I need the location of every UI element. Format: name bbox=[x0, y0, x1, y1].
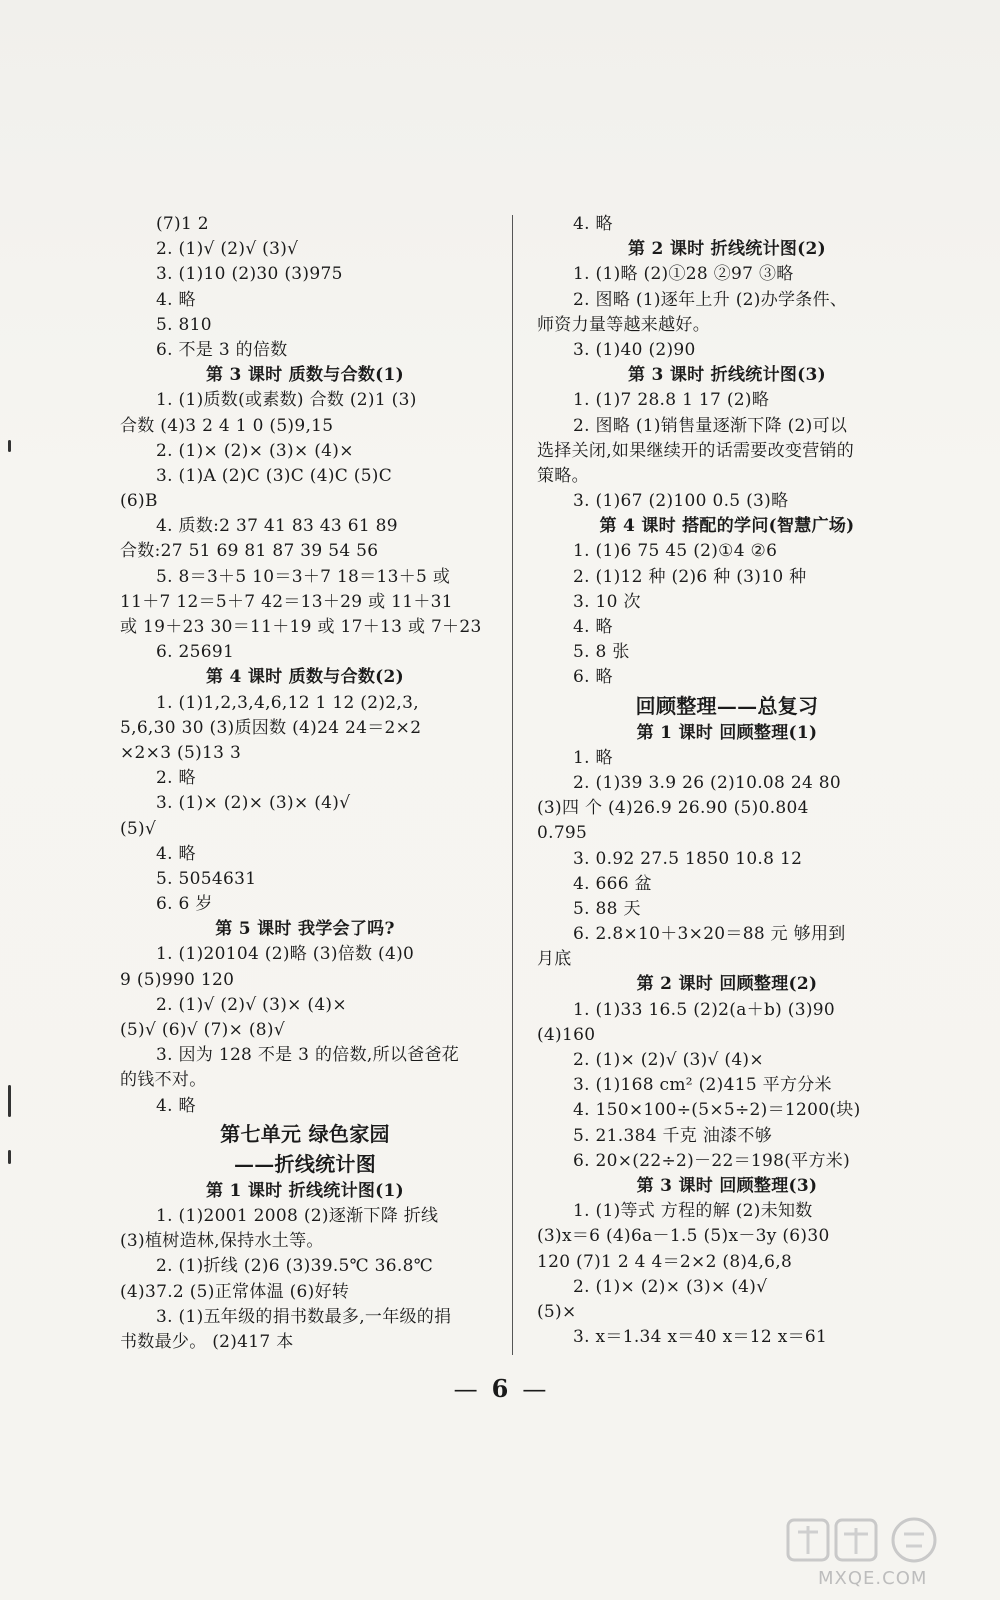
answer-line: 4. 666 盆 bbox=[573, 873, 652, 894]
answer-line: 3. (1)A (2)C (3)C (4)C (5)C bbox=[156, 465, 393, 486]
answer-line: (5)√ (6)√ (7)× (8)√ bbox=[120, 1020, 285, 1040]
answer-line: 6. 2.8×10＋3×20＝88 元 够用到 bbox=[573, 924, 846, 945]
answer-line: 5. 21.384 千克 油漆不够 bbox=[573, 1125, 773, 1146]
answer-line: 6. 20×(22÷2)－22＝198(平方米) bbox=[573, 1150, 850, 1171]
answer-line: 1. (1)2001 2008 (2)逐渐下降 折线 bbox=[156, 1205, 439, 1226]
answer-line: 3. (1)67 (2)100 0.5 (3)略 bbox=[573, 491, 789, 512]
answer-line: 6. 略 bbox=[573, 667, 613, 688]
section-heading: 第 3 课时 回顾整理(3) bbox=[636, 1175, 818, 1196]
answer-line: 1. (1)等式 方程的解 (2)未知数 bbox=[573, 1201, 813, 1222]
answer-line: 2. 略 bbox=[156, 768, 196, 789]
answer-line: (3)四 个 (4)26.9 26.90 (5)0.804 bbox=[537, 798, 809, 819]
section-heading: ——折线统计图 bbox=[233, 1151, 377, 1176]
answer-line: 0.795 bbox=[537, 823, 588, 844]
answer-line: 2. (1)折线 (2)6 (3)39.5℃ 36.8℃ bbox=[156, 1256, 434, 1277]
answer-line: (7)1 2 bbox=[156, 214, 209, 234]
page-number: — 6 — bbox=[453, 1374, 547, 1403]
answer-line: 2. 图略 (1)销售量逐渐下降 (2)可以 bbox=[573, 415, 848, 436]
answer-line: (5)× bbox=[537, 1301, 577, 1322]
answer-line: 2. (1)× (2)× (3)× (4)√ bbox=[573, 1276, 768, 1297]
answer-line: 1. (1)33 16.5 (2)2(a＋b) (3)90 bbox=[573, 999, 835, 1020]
answer-line: 合数 (4)3 2 4 1 0 (5)9,15 bbox=[120, 415, 334, 436]
answer-line: 月底 bbox=[537, 949, 572, 970]
section-heading: 第 5 课时 我学会了吗? bbox=[215, 919, 395, 940]
answer-line: 策略。 bbox=[537, 465, 589, 486]
answer-line: 或 19＋23 30＝11＋19 或 17＋13 或 7＋23 bbox=[120, 617, 482, 637]
answer-line: 120 (7)1 2 4 4＝2×2 (8)4,6,8 bbox=[537, 1251, 793, 1272]
answer-line: (3)x＝6 (4)6a－1.5 (5)x－3y (6)30 bbox=[537, 1226, 830, 1247]
answer-line: 4. 略 bbox=[156, 843, 196, 864]
section-heading: 第 3 课时 质数与合数(1) bbox=[206, 365, 404, 386]
answer-line: 4. 略 bbox=[573, 617, 613, 637]
answer-line: (4)37.2 (5)正常体温 (6)好转 bbox=[120, 1281, 350, 1302]
answer-line: 1. (1)7 28.8 1 17 (2)略 bbox=[573, 390, 770, 411]
answer-line: (5)√ bbox=[120, 818, 157, 839]
answer-line: 2. (1)√ (2)√ (3)√ bbox=[156, 239, 299, 260]
right-column bbox=[537, 212, 917, 1350]
answer-line: 2. (1)12 种 (2)6 种 (3)10 种 bbox=[573, 566, 807, 587]
answer-line: 4. 150×100÷(5×5÷2)＝1200(块) bbox=[573, 1100, 861, 1121]
section-heading: 第 1 课时 回顾整理(1) bbox=[636, 722, 818, 743]
answer-line: 1. (1)略 (2)①28 ②97 ③略 bbox=[573, 264, 794, 285]
answer-line: 3. (1)10 (2)30 (3)975 bbox=[156, 264, 343, 285]
answer-line: 4. 略 bbox=[156, 1095, 196, 1116]
answer-line: 2. (1)× (2)√ (3)√ (4)× bbox=[573, 1050, 764, 1070]
answer-line: 5. 8 张 bbox=[573, 642, 630, 663]
answer-line: 3. x＝1.34 x＝40 x＝12 x＝61 bbox=[573, 1327, 828, 1348]
answer-line: (6)B bbox=[120, 491, 158, 512]
answer-line: 的钱不对。 bbox=[120, 1070, 207, 1091]
answer-line: (4)160 bbox=[537, 1024, 596, 1045]
left-column bbox=[120, 212, 490, 1355]
answer-line: 6. 6 岁 bbox=[156, 894, 213, 915]
answer-line: 3. (1)168 cm² (2)415 平方分米 bbox=[573, 1075, 832, 1096]
answer-line: 6. 不是 3 的倍数 bbox=[156, 339, 288, 360]
answer-line: 9 (5)990 120 bbox=[120, 969, 235, 990]
answer-line: 5,6,30 30 (3)质因数 (4)24 24＝2×2 bbox=[120, 717, 422, 738]
scan-edge-mark bbox=[8, 440, 11, 452]
scan-edge-mark bbox=[8, 1150, 11, 1164]
answer-line: 5. 88 天 bbox=[573, 898, 641, 919]
answer-line: 3. 0.92 27.5 1850 10.8 12 bbox=[573, 848, 803, 869]
section-heading: 第七单元 绿色家园 bbox=[220, 1121, 390, 1146]
answer-line: 4. 略 bbox=[156, 289, 196, 310]
answer-line: 2. (1)× (2)× (3)× (4)× bbox=[156, 440, 354, 461]
answer-line: 选择关闭,如果继续开的话需要改变营销的 bbox=[537, 440, 855, 461]
answer-line: 2. (1)√ (2)√ (3)× (4)× bbox=[156, 994, 347, 1015]
answer-line: 6. 25691 bbox=[156, 642, 235, 663]
section-heading: 第 2 课时 折线统计图(2) bbox=[628, 239, 826, 260]
section-heading: 第 1 课时 折线统计图(1) bbox=[206, 1180, 404, 1201]
answer-line: 3. (1)五年级的捐书数最多,一年级的捐 bbox=[156, 1306, 452, 1327]
section-heading: 第 3 课时 折线统计图(3) bbox=[628, 365, 826, 386]
answer-line: 1. 略 bbox=[573, 747, 613, 768]
answer-line: 1. (1)质数(或素数) 合数 (2)1 (3) bbox=[156, 390, 417, 411]
answer-line: 2. 图略 (1)逐年上升 (2)办学条件、 bbox=[573, 289, 848, 310]
answer-line: 2. (1)39 3.9 26 (2)10.08 24 80 bbox=[573, 772, 842, 793]
section-heading: 第 4 课时 质数与合数(2) bbox=[206, 667, 404, 688]
answer-line: 5. 810 bbox=[156, 314, 212, 335]
section-heading: 第 2 课时 回顾整理(2) bbox=[636, 974, 818, 995]
answer-line: 4. 略 bbox=[573, 214, 613, 234]
answer-line: 5. 5054631 bbox=[156, 868, 257, 889]
answer-line: 1. (1)6 75 45 (2)①4 ②6 bbox=[573, 541, 778, 562]
answer-line: 合数:27 51 69 81 87 39 54 56 bbox=[120, 541, 379, 562]
scan-edge-mark bbox=[8, 1085, 11, 1117]
page-number-value: 6 bbox=[491, 1374, 509, 1403]
answer-line: ×2×3 (5)13 3 bbox=[120, 742, 242, 763]
answer-line: 11＋7 12＝5＋7 42＝13＋29 或 11＋31 bbox=[120, 591, 453, 612]
section-heading: 回顾整理——总复习 bbox=[635, 693, 819, 718]
answer-line: 师资力量等越来越好。 bbox=[537, 314, 710, 335]
section-heading: 第 4 课时 搭配的学问(智慧广场) bbox=[599, 516, 855, 537]
column-divider bbox=[512, 215, 513, 1355]
answer-line: 3. 10 次 bbox=[573, 591, 641, 612]
answer-line: 4. 质数:2 37 41 83 43 61 89 bbox=[156, 516, 398, 537]
answer-line: 1. (1)1,2,3,4,6,12 1 12 (2)2,3, bbox=[156, 692, 419, 713]
answer-line: 3. (1)40 (2)90 bbox=[573, 339, 696, 360]
watermark-text: MXQE.COM bbox=[818, 1568, 928, 1589]
answer-line: 3. 因为 128 不是 3 的倍数,所以爸爸花 bbox=[156, 1045, 460, 1066]
answer-line: 5. 8＝3＋5 10＝3＋7 18＝13＋5 或 bbox=[156, 566, 451, 587]
answer-line: 1. (1)20104 (2)略 (3)倍数 (4)0 bbox=[156, 944, 415, 965]
answer-line: 书数最少。 (2)417 本 bbox=[120, 1331, 294, 1352]
answer-line: (3)植树造林,保持水土等。 bbox=[120, 1231, 324, 1252]
answer-line: 3. (1)× (2)× (3)× (4)√ bbox=[156, 793, 351, 814]
